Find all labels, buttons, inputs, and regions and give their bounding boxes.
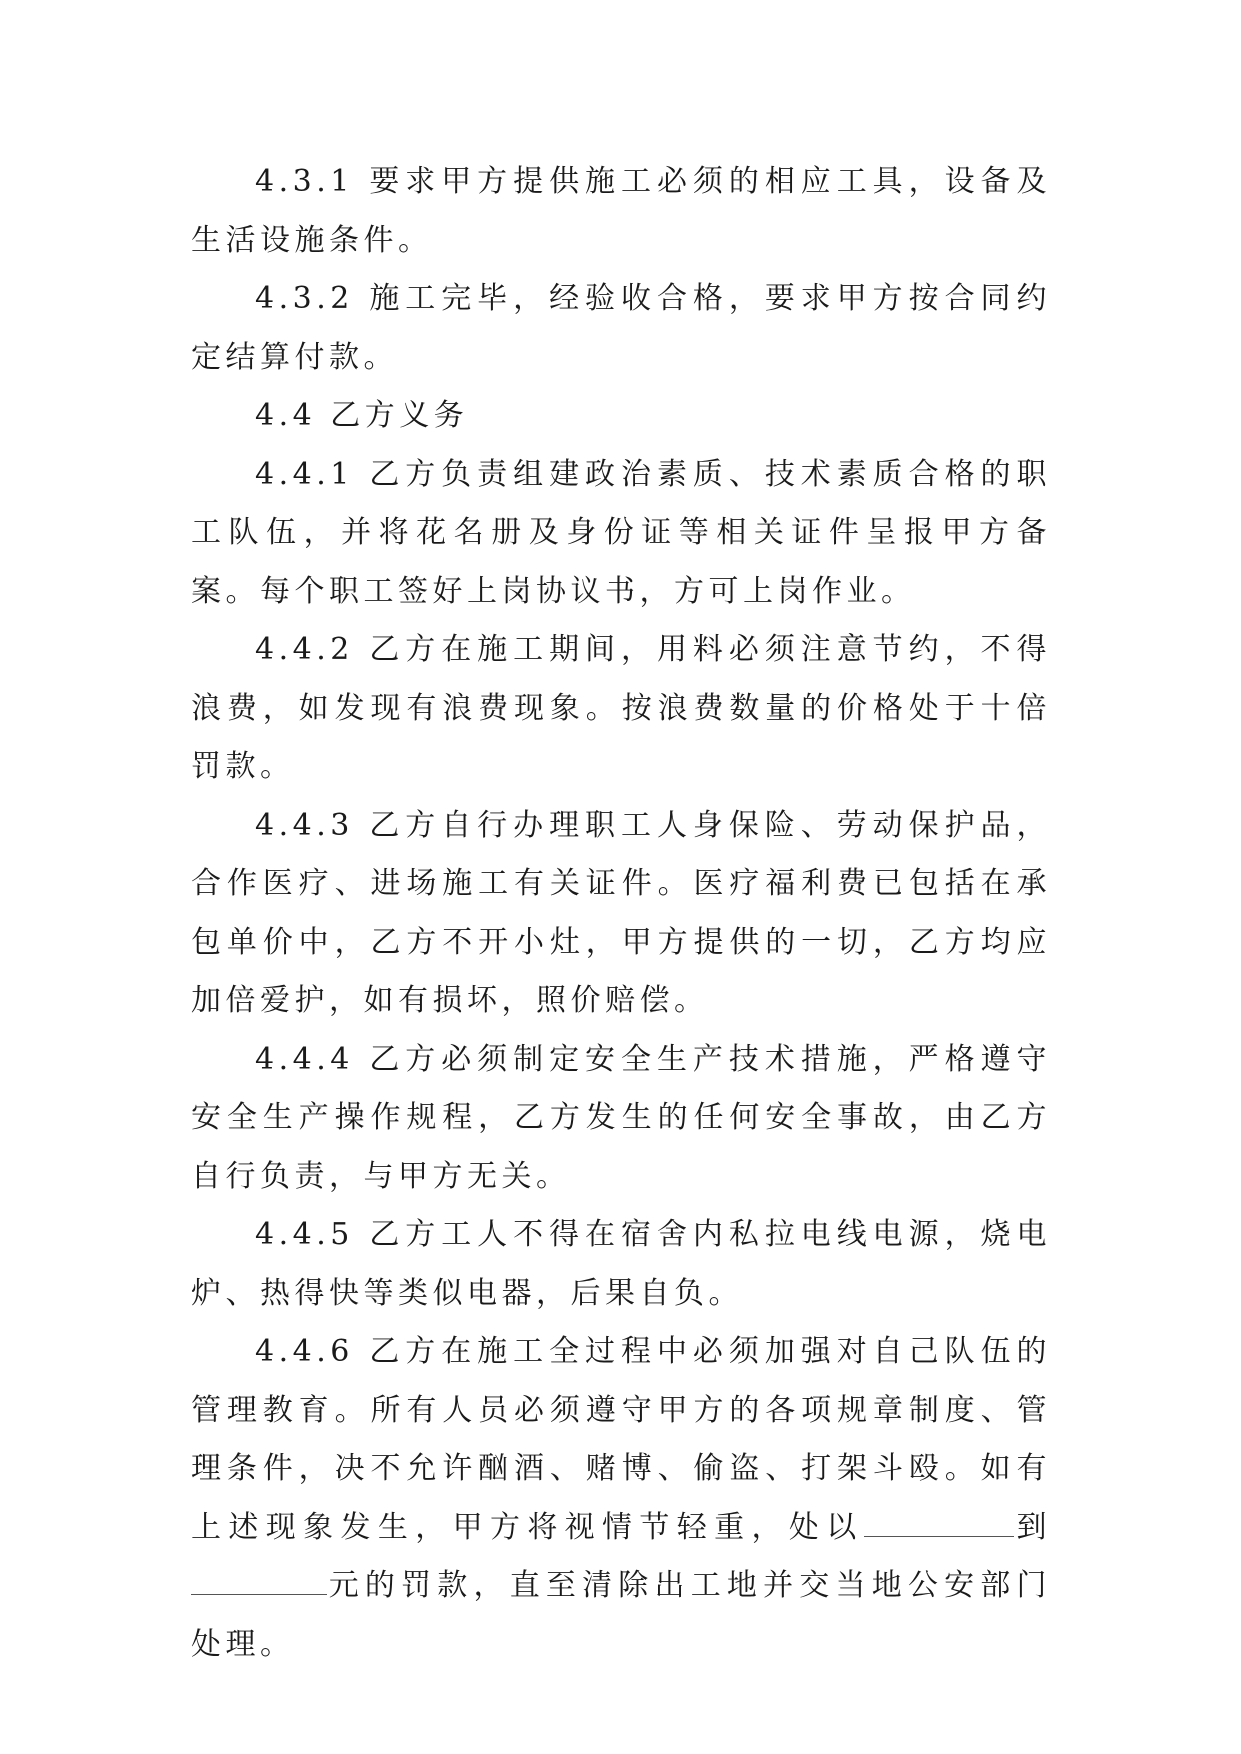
clause-4-4-4: 4.4.4 乙方必须制定安全生产技术措施，严格遵守安全生产操作规程，乙方发生的任何安全事故，由乙方自行负责，与甲方无关。 — [191, 1041, 1051, 1194]
clause-4-4-6 — [191, 1323, 1051, 1674]
clause-4-4-1: 4.4.1 乙方负责组建政治素质、技术素质合格的职工队伍，并将花名册及身份证等相关证件呈报甲方备案。每个职工签好上岗协议书，方可上岗作业。 — [191, 456, 1051, 609]
section-heading-4-4: 4.4 乙方义务 — [255, 398, 469, 433]
document-body — [191, 153, 1051, 1674]
fine-min-blank — [864, 1510, 1014, 1537]
clause-4-4-6-text-end: 元的罚款，直至清除出工地并交当地公安部门处理。 — [191, 1568, 1051, 1662]
clause-4-4-5: 4.4.5 乙方工人不得在宿舍内私拉电线电源，烧电炉、热得快等类似电器，后果自负。 — [191, 1217, 1051, 1311]
clause-4-4-3: 4.4.3 乙方自行办理职工人身保险、劳动保护品，合作医疗、进场施工有关证件。医疗福利费已包括在承包单价中，乙方不开小灶，甲方提供的一切，乙方均应加倍爱护，如有损坏，照价赔偿。 — [191, 807, 1051, 1018]
fine-max-blank — [191, 1568, 327, 1595]
clause-4-4-6-text-start: 4.4.6 乙方在施工全过程中必须加强对自己队伍的管理教育。所有人员必须遵守甲方的各项规章制度、管理条件，决不允许酗酒、赌博、偷盗、打架斗殴。如有上述现象发生，甲方将视情节轻重，处以 — [191, 1334, 1051, 1545]
clause-4-4-2: 4.4.2 乙方在施工期间，用料必须注意节约，不得浪费，如发现有浪费现象。按浪费数量的价格处于十倍罚款。 — [191, 632, 1051, 784]
clause-4-3-1: 4.3.1 要求甲方提供施工必须的相应工具，设备及生活设施条件。 — [191, 164, 1051, 258]
clause-4-3-2: 4.3.2 施工完毕，经验收合格，要求甲方按合同约定结算付款。 — [191, 281, 1051, 375]
clause-4-4-6-text-to: 到 — [1013, 1509, 1052, 1545]
